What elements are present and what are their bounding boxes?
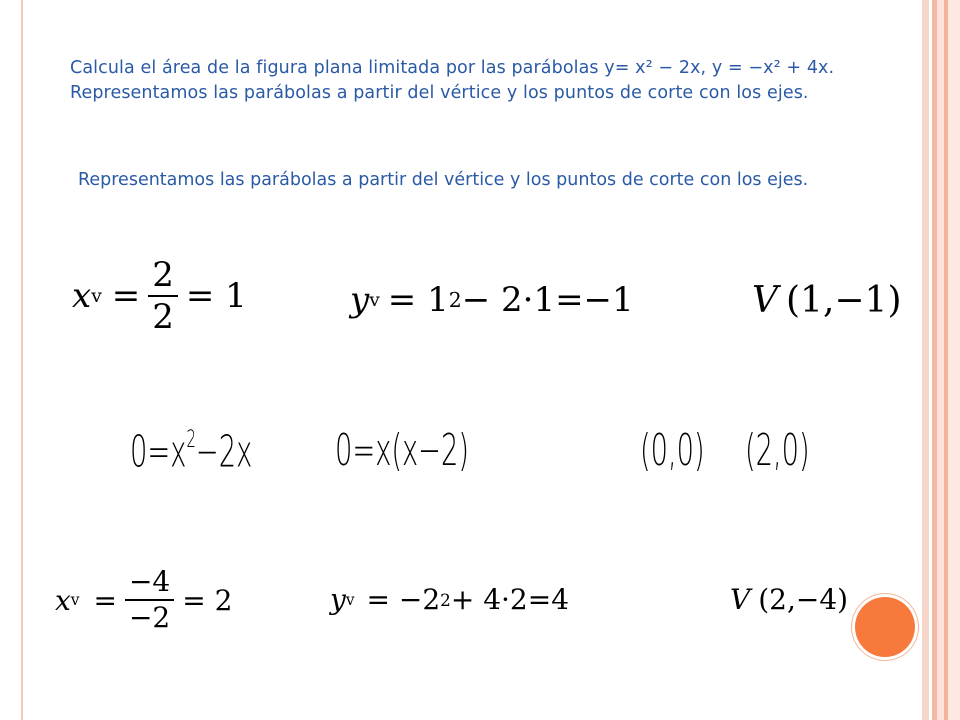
decorative-orange-circle [855,597,915,657]
row1-vertex-value: (1,−1) [786,280,902,321]
row1-yv-expr: = 1 [387,280,449,320]
row1-vertex [752,280,902,321]
row3-yv-expr: = −2 [366,583,441,616]
row1-xv-result: = 1 [185,276,247,316]
row1-yv-label: y [350,280,370,320]
row1-yv-rest: − 2·1=−1 [461,280,634,320]
row3-yv-equation [330,583,569,616]
row3-xv-num: −4 [128,565,171,598]
row2-point1 [640,425,705,476]
row3-xv-sub: v [70,591,80,609]
row3-vertex-value: (2,−4) [758,583,849,616]
row1-xv-label: x [72,276,92,316]
row3-yv-label: y [330,583,346,616]
row3-xv-den: −2 [125,599,174,632]
row2-eq1-main: 0=x [130,426,187,478]
row1-yv-sub: v [369,289,380,311]
row3-xv-label: x [55,583,71,617]
row1-yv-exp: 2 [448,288,462,312]
row1-xv-equation: x v = $\frac{2}{2}$ = 1 [72,255,247,337]
row2-eq1-rest: −2x [195,426,253,478]
row1-xv-den: 2 [148,295,178,334]
row3-yv-exp: 2 [440,589,451,610]
row3-vertex-label: V [730,583,751,616]
row2-point2-text: (2,0) [745,425,810,476]
row1-yv-equation [350,280,634,320]
row3-xv-equation: x v = $\frac{-4}{-2}$ = 2 [55,565,233,634]
row3-xv-result: = 2 [182,583,233,617]
row2-eq1 [130,425,252,477]
row2-eq2-text: 0=x(x−2) [335,425,470,476]
row2-eq1-exp: 2 [186,425,196,453]
row1-xv-sub: v [91,285,102,307]
left-frame-line [21,0,23,720]
problem-line-1: Calcula el área de la figura plana limitada por las parábolas y= x² − 2x, y = −x² + 4x. [70,58,835,78]
row3-yv-sub: v [345,590,355,609]
right-frame-stripes [922,0,960,720]
row3-xv-fraction [125,565,174,634]
problem-statement [70,56,910,106]
row2-point1-text: (0,0) [640,425,705,476]
row1-xv-fraction [148,255,178,337]
row2-point2 [745,425,810,476]
row1-xv-num: 2 [152,255,174,295]
row3-yv-rest: + 4·2=4 [450,583,570,616]
row1-vertex-label: V [752,280,778,321]
row3-vertex [730,583,848,616]
problem-line-2: Representamos las parábolas a partir del vértice y los puntos de corte con los ejes. [70,83,809,103]
row2-eq2 [335,425,469,476]
subtitle-text: Representamos las parábolas a partir del vértice y los puntos de corte con los ejes. [78,170,809,190]
